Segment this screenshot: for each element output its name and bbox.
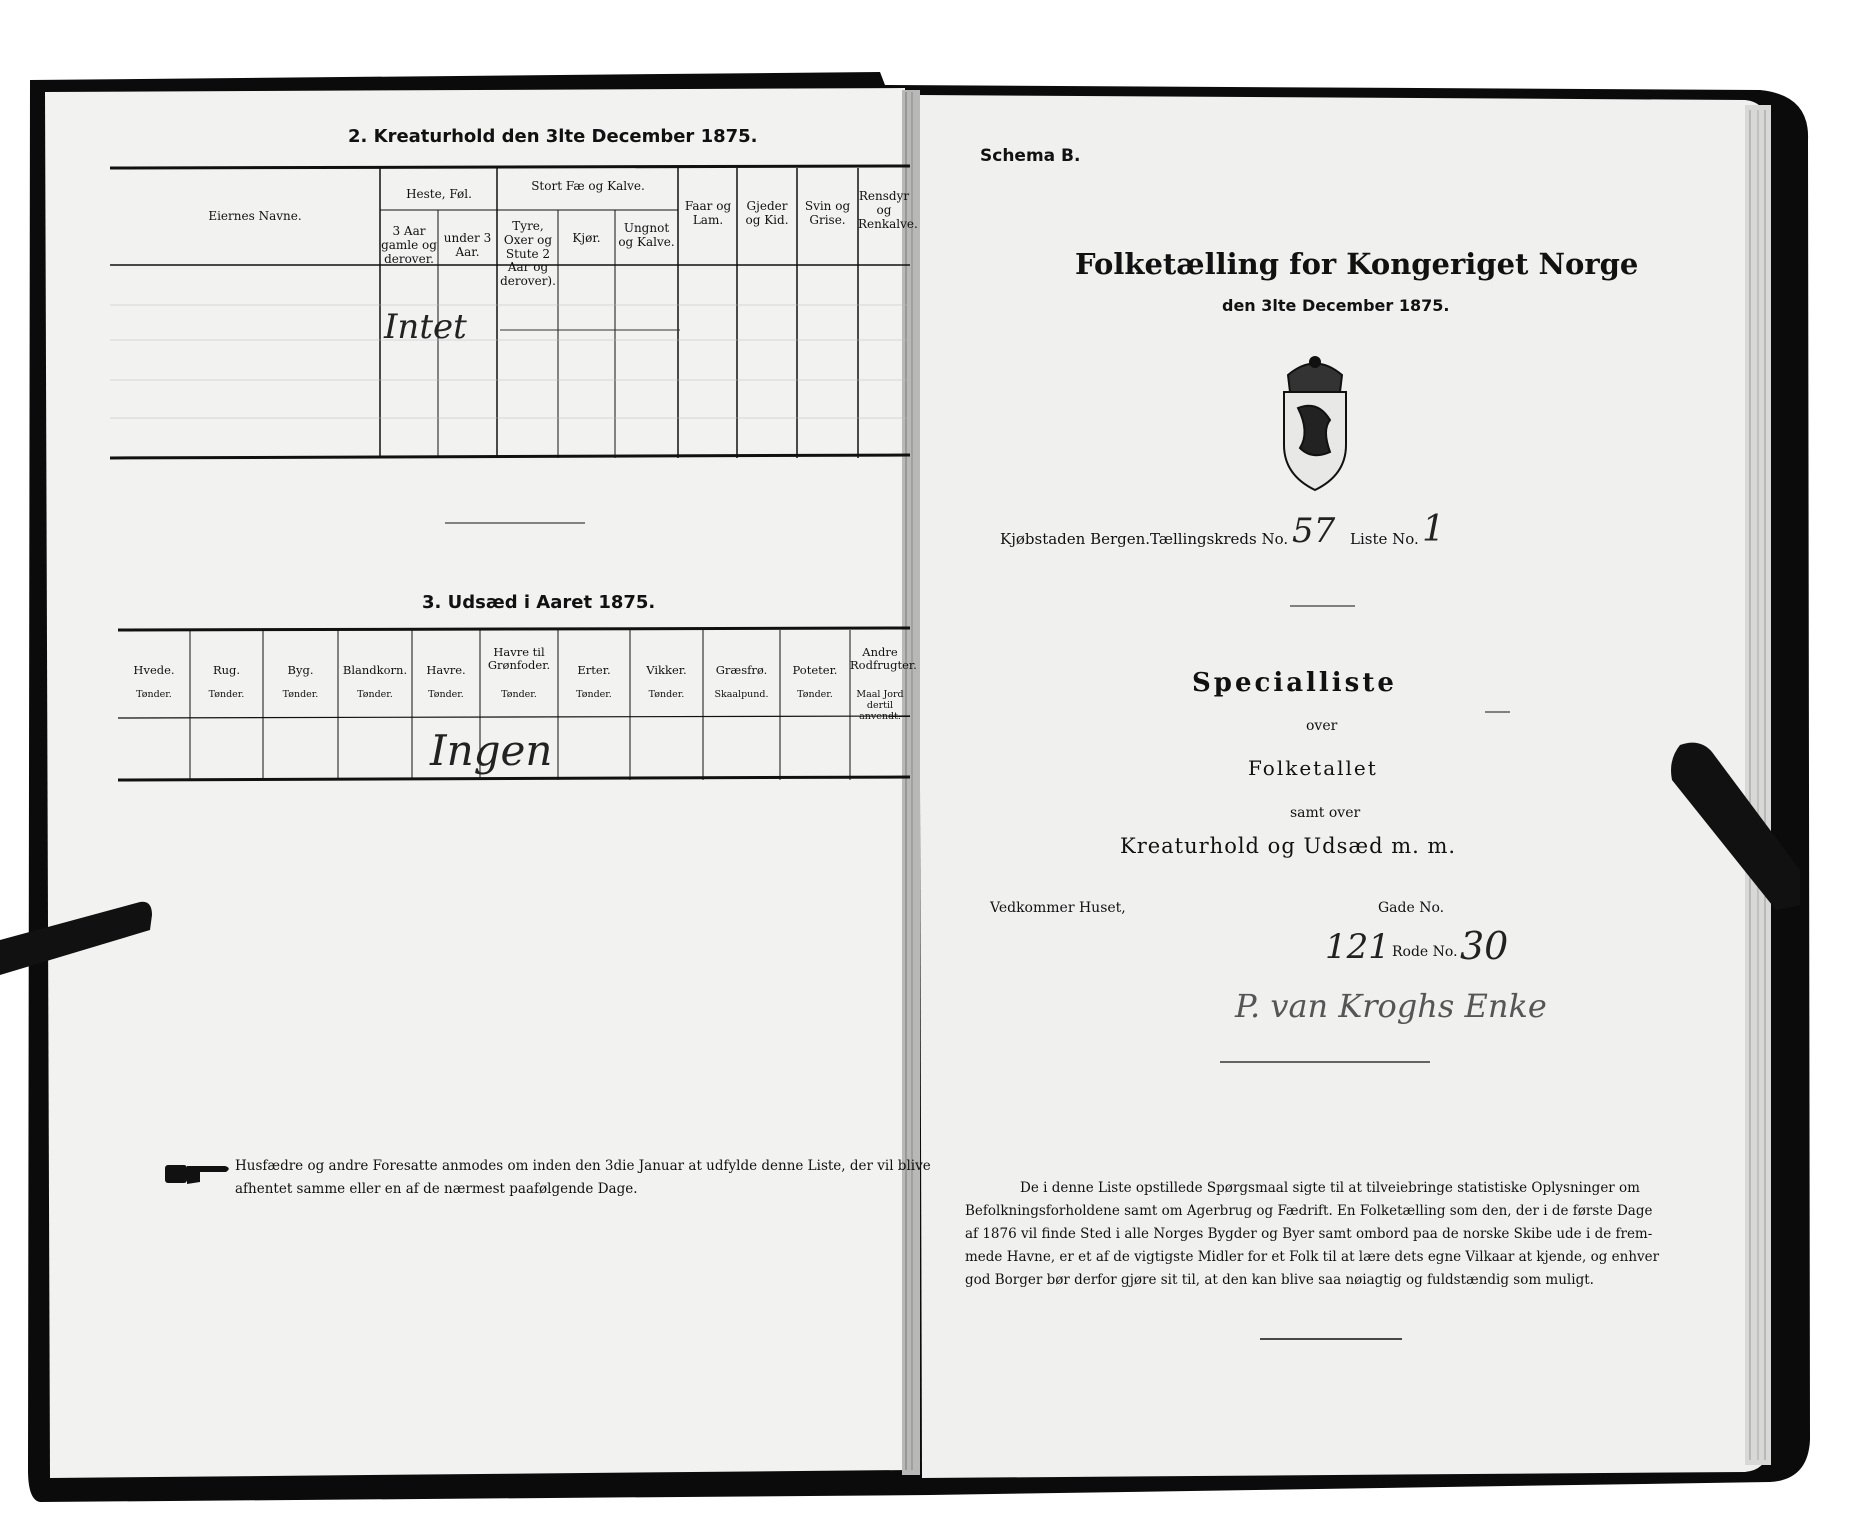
house-label: Vedkommer Huset, <box>990 900 1126 916</box>
instruction-note-line2: afhentet samme eller en af de nærmest paafølgende Dage. <box>235 1181 638 1197</box>
sowing-col-5-name: Havre til Grønfoder. <box>487 645 551 673</box>
list-number: 1 <box>1422 509 1445 550</box>
sowing-col-9-unit: Tønder. <box>797 689 833 700</box>
horses-column-header: Heste, Føl. <box>406 187 472 201</box>
town-label: Kjøbstaden Bergen. <box>1000 530 1151 548</box>
sowing-col-6-name: Erter. <box>577 663 611 677</box>
goats-column-header: Gjeder og Kid. <box>745 199 789 227</box>
sowing-col-8-unit: Skaalpund. <box>714 689 769 700</box>
district-label: Tællingskreds No. <box>1150 530 1289 548</box>
sowing-col-6-unit: Tønder. <box>576 689 612 700</box>
instruction-note-line1: Husfædre og andre Foresatte anmodes om inden den 3die Januar at udfylde denne Liste, der vil blive <box>235 1158 931 1174</box>
paragraph-line: De i denne Liste opstillede Spørgsmaal sigte til at tilveiebringe statistiske Oplysninger om <box>1020 1180 1640 1196</box>
sowing-section-title: 3. Udsæd i Aaret 1875. <box>422 592 656 613</box>
sheep-column-header: Faar og Lam. <box>684 199 732 227</box>
paragraph-line: af 1876 vil finde Sted i alle Norges Bygder og Byer samt ombord paa de norske Skibe ude i de frem- <box>965 1226 1653 1242</box>
sowing-col-4-unit: Tønder. <box>428 689 464 700</box>
owner-column-header: Eiernes Navne. <box>208 209 302 223</box>
sowing-col-2-unit: Tønder. <box>282 689 319 700</box>
rode-number: 30 <box>1460 924 1509 968</box>
population-subtitle: Folketallet <box>1248 756 1378 780</box>
cattle-column-header: Stort Fæ og Kalve. <box>531 179 645 193</box>
cattle-young-header: Ungnot og Kalve. <box>618 221 675 249</box>
sowing-col-0-unit: Tønder. <box>136 689 172 700</box>
sowing-col-1-name: Rug. <box>212 663 241 677</box>
sowing-col-7-name: Vikker. <box>646 663 687 677</box>
street-number-label: Gade No. <box>1378 900 1445 916</box>
explanatory-paragraph <box>965 1177 1670 1292</box>
paragraph-line: god Borger bør derfor gjøre sit til, at den kan blive saa nøiagtig og fuldstændig som muligt. <box>965 1272 1594 1288</box>
livestock-entry-handwritten: Intet <box>384 307 467 347</box>
rode-prefix: 121 <box>1325 927 1390 967</box>
cattle-cows-header: Kjør. <box>572 231 601 245</box>
sowing-col-8-name: Græsfrø. <box>715 663 768 677</box>
sowing-col-7-unit: Tønder. <box>648 689 685 700</box>
paragraph-line: Befolkningsforholdene samt om Agerbrug og Fædrift. En Folketælling som den, der i de første Dage <box>965 1203 1653 1219</box>
sowing-col-0-name: Hvede. <box>133 663 175 677</box>
paragraph-line: mede Havne, er et af de vigtigste Midler for et Folk til at lære dets egne Vilkaar at kjende, og enhver <box>965 1249 1660 1265</box>
sowing-col-9-name: Poteter. <box>792 663 838 677</box>
sowing-col-4-name: Havre. <box>426 663 466 677</box>
special-list-heading: Specialliste <box>1192 668 1397 698</box>
sowing-col-10-unit: Maal Jord dertil anvendt. <box>856 689 904 722</box>
livestock-section-title: 2. Kreaturhold den 3lte December 1875. <box>348 126 758 147</box>
census-title: Folketælling for Kongeriget Norge <box>1075 247 1639 281</box>
sowing-col-10-name: Andre Rodfrugter. <box>850 645 917 673</box>
sowing-col-5-unit: Tønder. <box>501 689 537 700</box>
district-number: 57 <box>1292 511 1336 551</box>
cattle-bulls-header: Tyre, Oxer og Stute 2 Aar og derover). <box>500 219 556 289</box>
sowing-col-1-unit: Tønder. <box>208 689 245 700</box>
horses-3yr-header: 3 Aar gamle og derover. <box>381 224 437 266</box>
owner-signature: P. van Kroghs Enke <box>1235 987 1547 1025</box>
horses-under3-header: under 3 Aar. <box>443 231 492 259</box>
over-text-1: over <box>1306 718 1338 734</box>
sowing-entry-handwritten: Ingen <box>430 726 553 775</box>
census-date: den 3lte December 1875. <box>1222 296 1450 315</box>
sowing-col-2-name: Byg. <box>287 663 314 677</box>
sowing-col-3-unit: Tønder. <box>357 689 393 700</box>
list-label: Liste No. <box>1350 530 1419 548</box>
samt-over-text: samt over <box>1290 805 1361 821</box>
rode-label: Rode No. <box>1392 944 1458 960</box>
sowing-col-3-name: Blandkorn. <box>342 663 408 677</box>
livestock-sowing-subtitle: Kreaturhold og Udsæd m. m. <box>1120 834 1457 858</box>
coat-of-arms-icon <box>1284 357 1346 490</box>
left-page <box>45 88 918 1478</box>
schema-label: Schema B. <box>980 146 1081 166</box>
reindeer-column-header: Rensdyr og Renkalve. <box>858 189 918 231</box>
pigs-column-header: Svin og Grise. <box>804 199 851 227</box>
gutter <box>902 90 920 1475</box>
